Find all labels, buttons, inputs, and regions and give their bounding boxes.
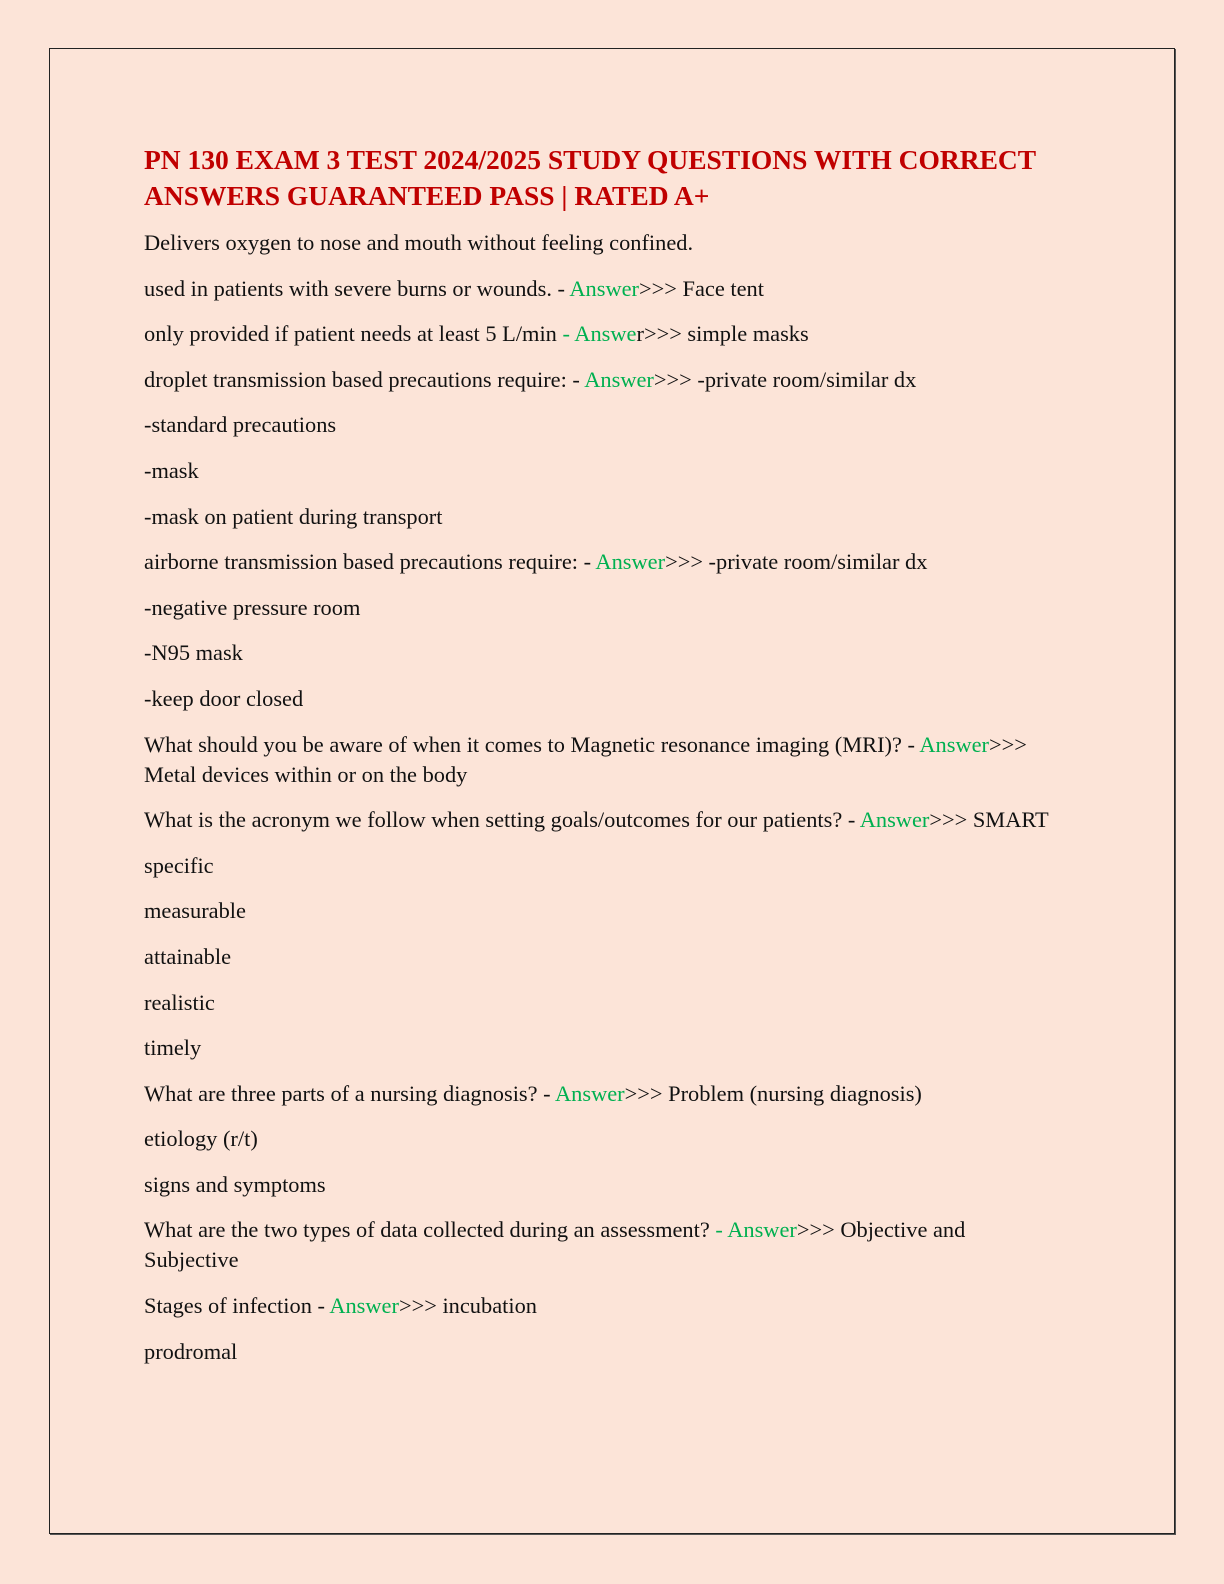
answer-label: - Answe <box>562 321 637 347</box>
list-item <box>144 1170 1064 1200</box>
list-item <box>144 1033 1064 1063</box>
line-text: signs and symptoms <box>144 1171 326 1197</box>
list-item <box>144 1079 1064 1109</box>
answer-text: >>> SMART <box>929 807 1049 833</box>
list-item <box>144 1124 1064 1154</box>
line-text: -mask <box>144 457 199 483</box>
answer-label: Answer <box>569 275 640 301</box>
list-item <box>144 502 1064 532</box>
line-text: -N95 mask <box>144 640 243 666</box>
answer-text: >>> Face tent <box>639 275 764 301</box>
list-item <box>144 593 1064 623</box>
line-text: airborne transmission based precautions require: - <box>144 549 596 575</box>
line-text: Delivers oxygen to nose and mouth without feeling confined. <box>144 230 694 255</box>
answer-text: >>> Problem (nursing diagnosis) <box>624 1080 922 1106</box>
list-item <box>144 851 1064 881</box>
answer-label: Answer <box>554 1080 625 1106</box>
line-text: What is the acronym we follow when setting goals/outcomes for our patients? - <box>144 807 860 833</box>
list-item <box>144 365 1064 395</box>
line-text: Stages of infection - <box>144 1293 330 1319</box>
list-item <box>144 547 1064 577</box>
line-text: droplet transmission based precautions require: - <box>144 366 585 392</box>
line-text: used in patients with severe burns or wounds. - <box>144 275 570 301</box>
answer-label: - Answer <box>715 1217 797 1243</box>
line-text: only provided if patient needs at least 5 L/min <box>144 321 563 347</box>
list-item <box>144 805 1064 835</box>
answer-text: r>>> simple masks <box>636 321 809 347</box>
line-text: prodromal <box>144 1338 238 1364</box>
answer-label: Answer <box>584 366 654 392</box>
list-item <box>144 228 1064 258</box>
line-text: etiology (r/t) <box>144 1126 258 1152</box>
list-item <box>144 896 1064 926</box>
list-item <box>144 1337 1064 1367</box>
line-text: measurable <box>144 898 246 924</box>
list-item <box>144 942 1064 972</box>
answer-text: >>> -private room/similar dx <box>665 549 928 575</box>
line-text: -standard precautions <box>144 412 337 438</box>
line-text: What should you be aware of when it comes to Magnetic resonance imaging (MRI)? - <box>144 731 920 757</box>
document-title: PN 130 EXAM 3 TEST 2024/2025 STUDY QUESTIONS WITH CORRECT ANSWERS GUARANTEED PASS | RATED A+ <box>144 144 1036 211</box>
answer-text: >>> Metal devices within or on the body <box>144 731 1027 787</box>
answer-text: >>> Objective and Subjective <box>144 1217 966 1273</box>
list-item <box>144 1291 1064 1321</box>
line-text: -negative pressure room <box>144 594 361 620</box>
document-body <box>144 142 1064 1382</box>
list-item <box>144 456 1064 486</box>
list-item <box>144 684 1064 714</box>
answer-label: Answer <box>595 549 666 575</box>
line-text: attainable <box>144 943 232 969</box>
list-item <box>144 319 1064 349</box>
line-text: specific <box>144 852 214 878</box>
line-text: realistic <box>144 989 215 1015</box>
line-text: -mask on patient during transport <box>144 503 443 529</box>
answer-text: >>> -private room/similar dx <box>653 366 917 392</box>
answer-text: >>> incubation <box>398 1293 537 1319</box>
list-item <box>144 274 1064 304</box>
answer-label: Answer <box>859 807 930 833</box>
answer-label: Answer <box>329 1293 399 1319</box>
list-item <box>144 730 1064 790</box>
line-text: timely <box>144 1035 202 1061</box>
list-item <box>144 1215 1064 1275</box>
answer-label: Answer <box>919 731 990 757</box>
list-item <box>144 410 1064 440</box>
line-text: What are the two types of data collected during an assessment? <box>144 1217 716 1243</box>
line-text: -keep door closed <box>144 685 304 711</box>
list-item <box>144 988 1064 1018</box>
line-text: What are three parts of a nursing diagnosis? - <box>144 1080 555 1106</box>
list-item <box>144 638 1064 668</box>
